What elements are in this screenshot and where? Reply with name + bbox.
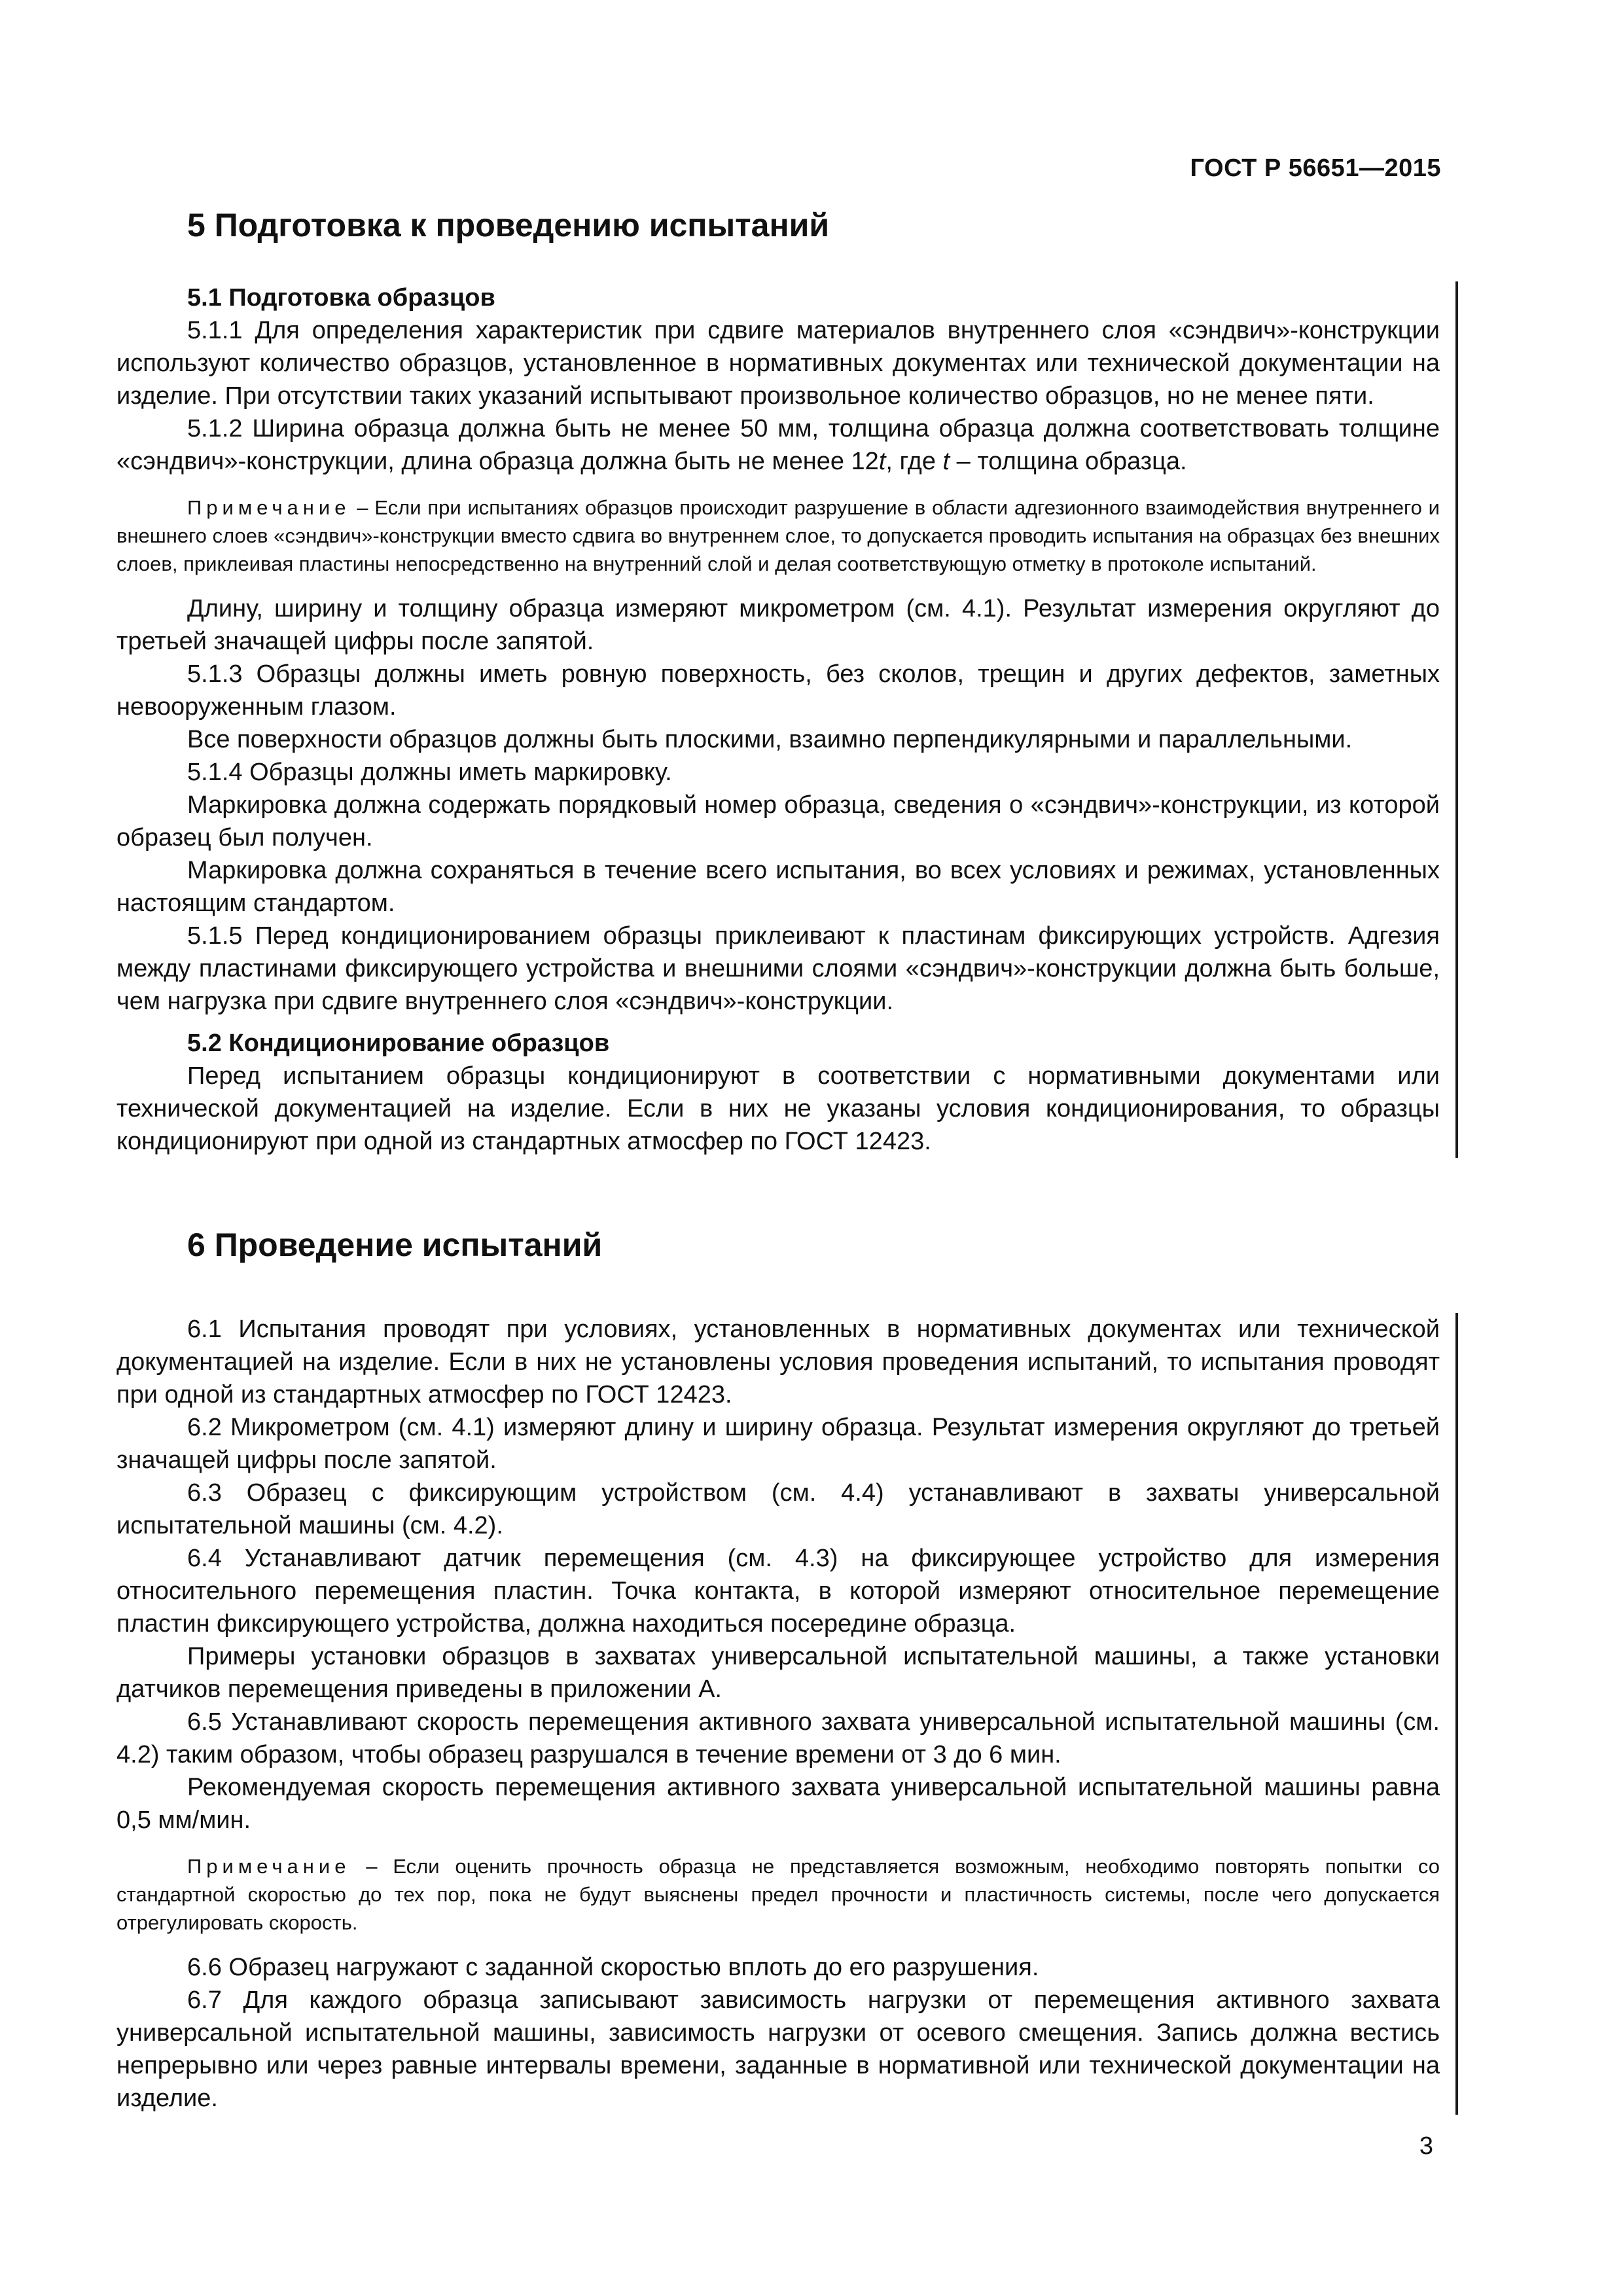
- paragraph-6-1: 6.1 Испытания проводят при условиях, установленных в нормативных документах или технической документацией на изделие. Если в них не установлены условия проведения испытаний, то испытания проводят при одной из стандартных атмосфер по ГОСТ 12423.: [116, 1316, 1440, 1408]
- section-5-title: 5 Подготовка к проведению испытаний: [187, 207, 830, 243]
- section-6-title: 6 Проведение испытаний: [187, 1227, 603, 1263]
- change-marker-bar: [1455, 281, 1458, 1158]
- change-marker-bar: [1455, 1313, 1458, 2115]
- paragraph-6-5: 6.5 Устанавливают скорость перемещения активного захвата универсальной испытательной машины (см. 4.2) таким образом, чтобы образец разрушался в течение времени от 3 до 6 мин.: [116, 1708, 1440, 1768]
- paragraph-examples: Примеры установки образцов в захватах универсальной испытательной машины, а также установки датчиков перемещения приведены в приложении А.: [116, 1643, 1440, 1703]
- paragraph-measure: Длину, ширину и толщину образца измеряют микрометром (см. 4.1). Результат измерения округляют до третьей значащей цифры после запятой.: [116, 595, 1440, 655]
- paragraph-5-1-1: 5.1.1 Для определения характеристик при сдвиге материалов внутреннего слоя «сэндвич»-конструкции используют количество образцов, установленное в нормативных документах или технической документации на изделие. При отсутствии таких указаний испытывают произвольное количество образцов, но не менее пяти.: [116, 317, 1440, 410]
- paragraph-6-3: 6.3 Образец с фиксирующим устройством (см. 4.4) устанавливают в захваты универсальной испытательной машины (см. 4.2).: [116, 1479, 1440, 1539]
- note-2: Примечание – Если оценить прочность образца не представляется возможным, необходимо повторять попытки со стандартной скоростью до тех пор, пока не будут выяснены предел прочности и пластичность системы, после чего допускается отрегулировать скорость.: [116, 1855, 1440, 1934]
- note-label: Примечание: [187, 496, 351, 519]
- paragraph-flat-surfaces: Все поверхности образцов должны быть плоскими, взаимно перпендикулярными и параллельными.: [187, 726, 1353, 753]
- paragraph-5-1-4: 5.1.4 Образцы должны иметь маркировку.: [187, 759, 672, 786]
- section-6: [116, 1223, 1440, 2115]
- paragraph-5-2: Перед испытанием образцы кондиционируют в соответствии с нормативными документами или технической документацией на изделие. Если в них не указаны условия кондиционирования, то образцы кондиционируют при одной из стандартных атмосфер по ГОСТ 12423.: [116, 1062, 1440, 1155]
- paragraph-6-2: 6.2 Микрометром (см. 4.1) измеряют длину и ширину образца. Результат измерения округляют до третьей значащей цифры после запятой.: [116, 1414, 1440, 1474]
- page-number: 3: [1419, 2132, 1433, 2160]
- paragraph-recommended-speed: Рекомендуемая скорость перемещения активного захвата универсальной испытательной машины равна 0,5 мм/мин.: [116, 1774, 1440, 1834]
- subsection-5-2-title: 5.2 Кондиционирование образцов: [187, 1030, 610, 1057]
- note-1: Примечание – Если при испытаниях образцов происходит разрушение в области адгезионного взаимодействия внутреннего и внешнего слоев «сэндвич»-конструкции вместо сдвига во внутреннем слое, то допускается проводить испытания на образцах без внешних слоев, приклеивая пластины непосредственно на внутренний слой и делая соответствующую отметку в протоколе испытаний.: [116, 496, 1440, 575]
- paragraph-6-7: 6.7 Для каждого образца записывают зависимость нагрузки от перемещения активного захвата универсальной испытательной машины, зависимость нагрузки от осевого смещения. Запись должна вестись непрерывно или через равные интервалы времени, заданные в нормативной или технической документации на изделие.: [116, 1986, 1440, 2112]
- paragraph-marking-persist: Маркировка должна сохраняться в течение всего испытания, во всех условиях и режимах, установленных настоящим стандартом.: [116, 857, 1440, 917]
- section-5-body: [116, 281, 1440, 1158]
- paragraph-6-4: 6.4 Устанавливают датчик перемещения (см. 4.3) на фиксирующее устройство для измерения относительного перемещения пластин. Точка контакта, в которой измеряют относительное перемещение пластин фиксирующего устройства, должна находиться посередине образца.: [116, 1545, 1440, 1638]
- subsection-5-1-title: 5.1 Подготовка образцов: [187, 284, 495, 312]
- document-code-header: ГОСТ Р 56651—2015: [1190, 154, 1441, 182]
- paragraph-6-6: 6.6 Образец нагружают с заданной скоростью вплоть до его разрушения.: [187, 1954, 1039, 1981]
- paragraph-marking-content: Маркировка должна содержать порядковый номер образца, сведения о «сэндвич»-конструкции, из которой образец был получен.: [116, 791, 1440, 852]
- paragraph-5-1-2: 5.1.2 Ширина образца должна быть не менее 50 мм, толщина образца должна соответствовать толщине «сэндвич»-конструкции, длина образца должна быть не менее 12t, где t – толщина образца.: [116, 415, 1440, 475]
- note-label: Примечание: [187, 1855, 351, 1878]
- paragraph-5-1-5: 5.1.5 Перед кондиционированием образцы приклеивают к пластинам фиксирующих устройств. Адгезия между пластинами фиксирующего устройства и внешними слоями «сэндвич»-конструкции должна быть больше, чем нагрузка при сдвиге внутреннего слоя «сэндвич»-конструкции.: [116, 922, 1440, 1015]
- paragraph-5-1-3: 5.1.3 Образцы должны иметь ровную поверхность, без сколов, трещин и других дефектов, заметных невооруженным глазом.: [116, 660, 1440, 721]
- section-5: [116, 203, 1440, 1158]
- section-6-body: [116, 1313, 1440, 2115]
